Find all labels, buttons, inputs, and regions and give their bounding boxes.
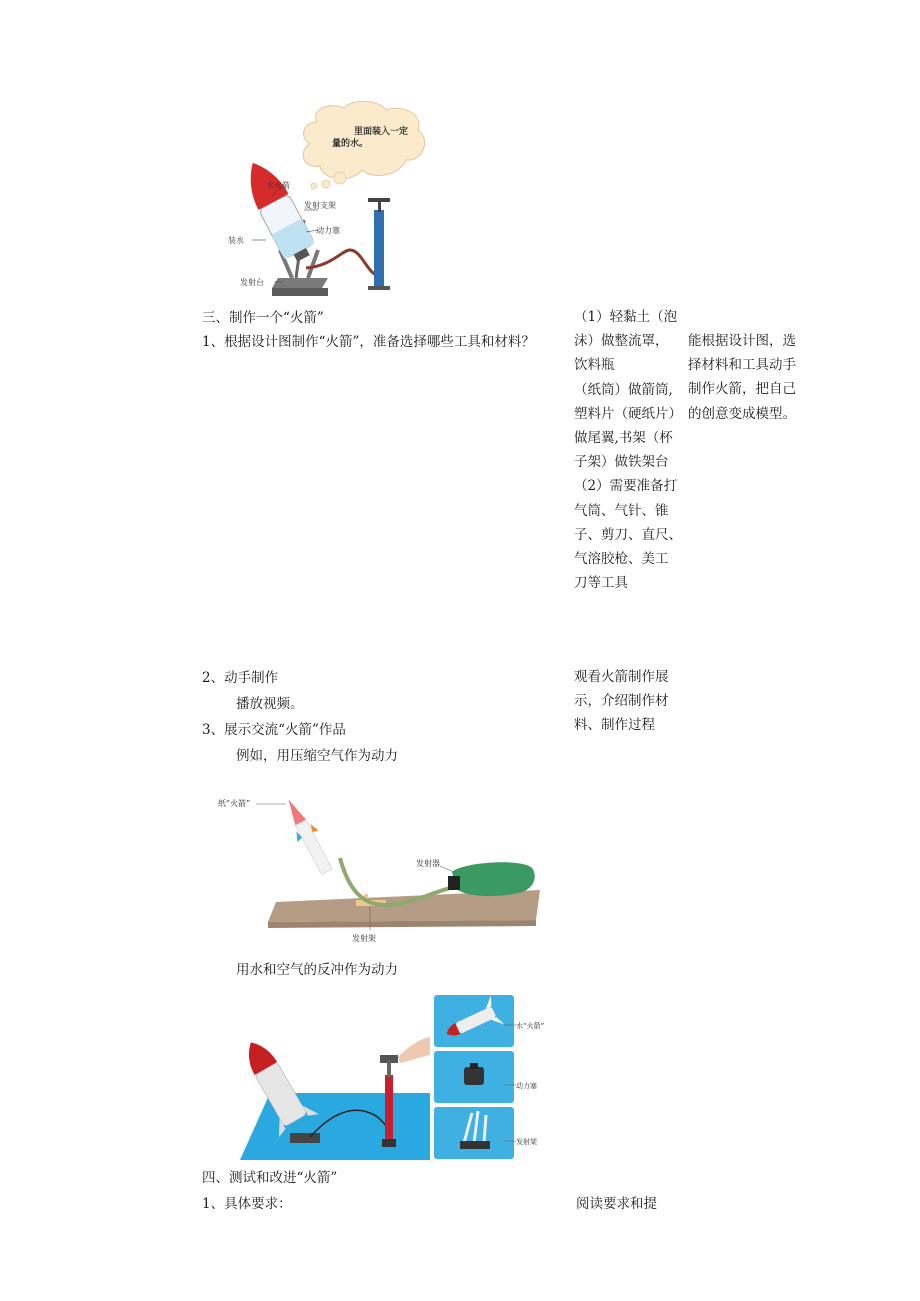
student-line: （2）需要准备打 [574, 478, 678, 495]
intent-line: 择材料和工具动手 [688, 357, 796, 374]
intent-line: 能根据设计图，选 [688, 333, 796, 349]
student-line: 沫）做整流罩， [574, 333, 669, 350]
student-line: 气溶胶枪、美工 [574, 551, 669, 568]
label-launch-stand: 发射架 [352, 934, 376, 943]
section3-item3: 3、展示交流“火箭”作品 [202, 722, 346, 738]
section3-item2-sub: 播放视频。 [236, 696, 304, 712]
example-compressed-air: 例如，用压缩空气作为动力 [236, 748, 398, 764]
student-line: 做尾翼,书架（杯 [574, 430, 673, 447]
student-line: 料、制作过程 [574, 717, 655, 734]
section3-question1: 1、根据设计图制作“火箭”，准备选择哪些工具和材料？ [202, 334, 535, 350]
student-line: 刀等工具 [574, 575, 628, 592]
student-line: 塑料片（硬纸片） [574, 405, 682, 422]
bubble-text-line1: 里面装入一定 [354, 127, 409, 137]
paper-rocket-photo [216, 780, 540, 946]
student-line: 观看火箭制作展 [574, 669, 669, 685]
student-line: （纸筒）做箭筒, [574, 381, 673, 398]
student-line: 饮料瓶 [574, 357, 615, 374]
item2-student-column [574, 665, 686, 738]
section4-student: 阅读要求和提 [576, 1196, 657, 1212]
student-line: 气筒、气针、锥 [574, 502, 669, 519]
label-water: 装水 [228, 236, 244, 245]
section3-heading: 三、制作一个“火箭” [202, 310, 324, 326]
label-water-rocket: 水火箭 [266, 181, 290, 190]
label-launch-pad: 发射台 [240, 278, 264, 287]
water-rocket-photo [240, 1035, 430, 1160]
section3-item2: 2、动手制作 [202, 670, 279, 686]
bubble-text-line2: 量的水。 [332, 139, 369, 149]
intent-line: 制作火箭，把自己 [688, 381, 796, 398]
example-water-air: 用水和空气的反冲作为动力 [236, 962, 398, 978]
intent-line: 的创意变成模型。 [688, 405, 796, 422]
design-intent-column [688, 329, 812, 426]
label-launch-stand-part: 发射架 [516, 1138, 537, 1146]
rocket-parts-panel [434, 995, 562, 1160]
label-paper-rocket: 纸“火箭” [218, 799, 251, 808]
label-power-plug: 动力塞 [316, 226, 340, 235]
label-launcher: 发射器 [416, 859, 440, 868]
label-power-plug-part: 动力塞 [516, 1082, 537, 1090]
water-rocket-photo-drawing [240, 1035, 430, 1160]
water-rocket-diagram [222, 100, 442, 300]
paper-rocket-drawing [216, 780, 540, 946]
label-water-rocket-part: 水“火箭” [516, 1022, 545, 1030]
student-activity-column [574, 305, 686, 595]
section4-item1: 1、具体要求： [202, 1196, 292, 1212]
student-line: 子架）做铁架台 [574, 454, 669, 471]
student-line: 示，介绍制作材 [574, 693, 669, 710]
student-line: （1）轻黏土（泡 [574, 309, 678, 325]
student-line: 子、剪刀、直尺、 [574, 526, 682, 543]
label-launch-frame: 发射支架 [304, 201, 336, 210]
rocket-parts-drawing [434, 995, 562, 1160]
section4-heading: 四、测试和改进“火箭” [202, 1170, 338, 1186]
